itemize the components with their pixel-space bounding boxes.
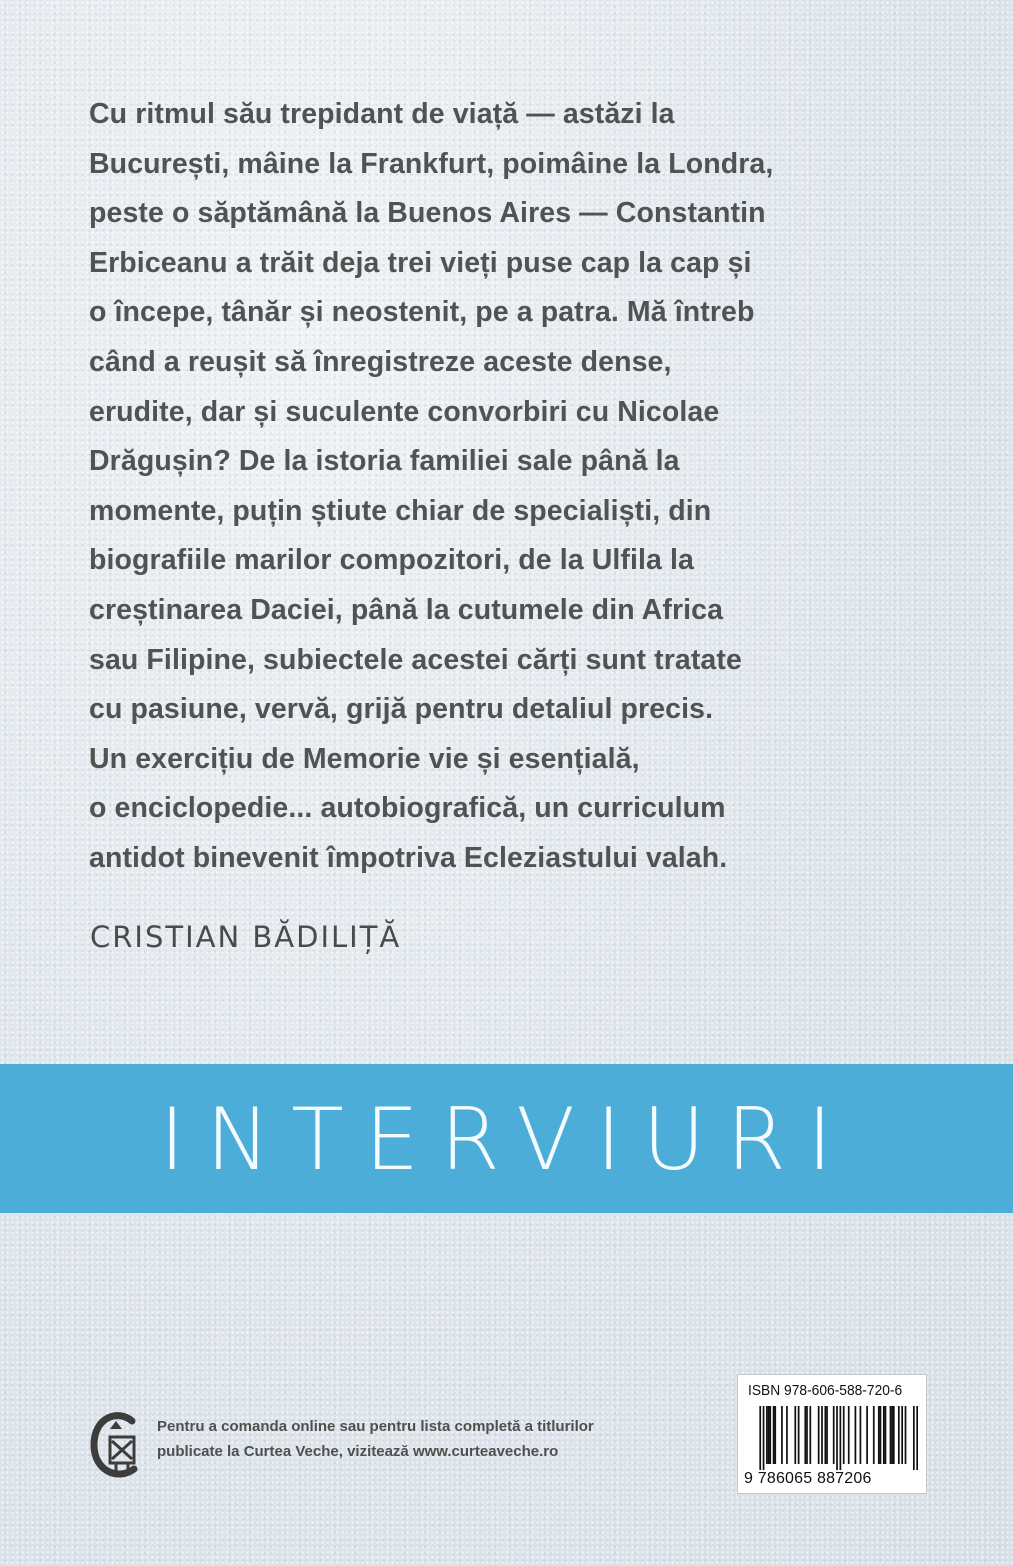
blurb-line: o începe, tânăr și neostenit, pe a patra. Mă întreb xyxy=(89,296,755,329)
barcode-bar xyxy=(855,1406,857,1464)
barcode-bar xyxy=(786,1406,788,1464)
blurb-line: biografiile marilor compozitori, de la Ulfila la xyxy=(89,544,694,577)
barcode-bar xyxy=(774,1406,776,1464)
barcode-bar xyxy=(898,1406,900,1464)
barcode-bar xyxy=(880,1406,882,1464)
barcode-bar xyxy=(781,1406,783,1464)
blurb-line: creștinarea Daciei, până la cutumele din Africa xyxy=(89,593,724,626)
barcode-bar xyxy=(768,1406,770,1464)
barcode-bar xyxy=(766,1406,768,1464)
order-info-line: publicate la Curtea Veche, vizitează www.curteaveche.ro xyxy=(157,1443,559,1460)
barcode-bar xyxy=(913,1406,915,1470)
barcode-bar xyxy=(916,1406,918,1470)
barcode-bar xyxy=(824,1406,826,1464)
series-title: INTERVIURI xyxy=(159,1090,854,1190)
barcode-bar xyxy=(806,1406,808,1464)
blurb-line: când a reușit să înregistreze aceste dense, xyxy=(89,345,672,378)
barcode-bar xyxy=(840,1406,842,1470)
barcode-bar xyxy=(836,1406,838,1470)
blurb-line: Cu ritmul său trepidant de viață — astăzi la xyxy=(89,98,675,130)
barcode-bar xyxy=(878,1406,880,1464)
barcode-bar xyxy=(883,1406,885,1464)
blurb-line: Un exercițiu de Memorie vie și esențială, xyxy=(89,742,640,775)
barcode-bar xyxy=(873,1406,875,1464)
barcode-bar xyxy=(901,1406,903,1464)
barcode-bar xyxy=(843,1406,845,1464)
blurb-line: Erbiceanu a trăit deja trei vieți puse cap la cap și xyxy=(89,246,752,279)
blurb-author: CRISTIAN BĂDILIȚĂ xyxy=(90,920,402,954)
barcode-bar xyxy=(833,1406,835,1464)
barcode-bar xyxy=(890,1406,892,1464)
blurb-line: sau Filipine, subiectele acestei cărți sunt tratate xyxy=(89,643,742,676)
barcode-bar xyxy=(905,1406,907,1464)
barcode-bar xyxy=(773,1406,775,1464)
blurb-line: erudite, dar și suculente convorbiri cu Nicolae xyxy=(89,395,720,428)
barcode-bar xyxy=(893,1406,895,1464)
barcode-bar xyxy=(769,1406,771,1464)
barcode-bar xyxy=(891,1406,893,1464)
barcode-icon xyxy=(746,1406,918,1470)
barcode-bar xyxy=(821,1406,823,1464)
blurb-text xyxy=(89,90,949,884)
barcode-bar xyxy=(818,1406,820,1464)
barcode-bar xyxy=(798,1406,800,1464)
barcode-bar xyxy=(866,1406,868,1464)
blurb-line: București, mâine la Frankfurt, poimâine la Londra, xyxy=(89,147,774,180)
barcode-bar xyxy=(826,1406,828,1464)
barcode-bar xyxy=(804,1406,806,1464)
barcode-bar xyxy=(759,1406,761,1470)
curtea-veche-logo-icon xyxy=(88,1407,148,1487)
barcode-bar xyxy=(860,1406,862,1464)
barcode-bar xyxy=(809,1406,811,1464)
barcode-bar xyxy=(794,1406,796,1464)
blurb-line: peste o săptămână la Buenos Aires — Constantin xyxy=(89,197,766,230)
isbn-label: ISBN 978-606-588-720-6 xyxy=(748,1382,903,1399)
blurb-line: Drăgușin? De la istoria familiei sale până la xyxy=(89,445,680,478)
blurb-line: antidot binevenit împotriva Ecleziastului valah. xyxy=(89,841,728,874)
order-info-line: Pentru a comanda online sau pentru lista completă a titlurilor xyxy=(157,1418,594,1435)
barcode-bar xyxy=(848,1406,850,1464)
blurb-line: cu pasiune, vervă, grijă pentru detaliul precis. xyxy=(89,693,714,726)
ean-digits: 9 786065 887206 xyxy=(744,1470,872,1487)
barcode-bar xyxy=(763,1406,765,1470)
barcode-bar xyxy=(885,1406,887,1464)
order-info xyxy=(157,1414,594,1464)
blurb-line: momente, puțin știute chiar de specialiști, din xyxy=(89,494,712,527)
blurb-line: o enciclopedie... autobiografică, un curriculum xyxy=(89,792,726,825)
isbn-barcode-box xyxy=(737,1374,927,1494)
